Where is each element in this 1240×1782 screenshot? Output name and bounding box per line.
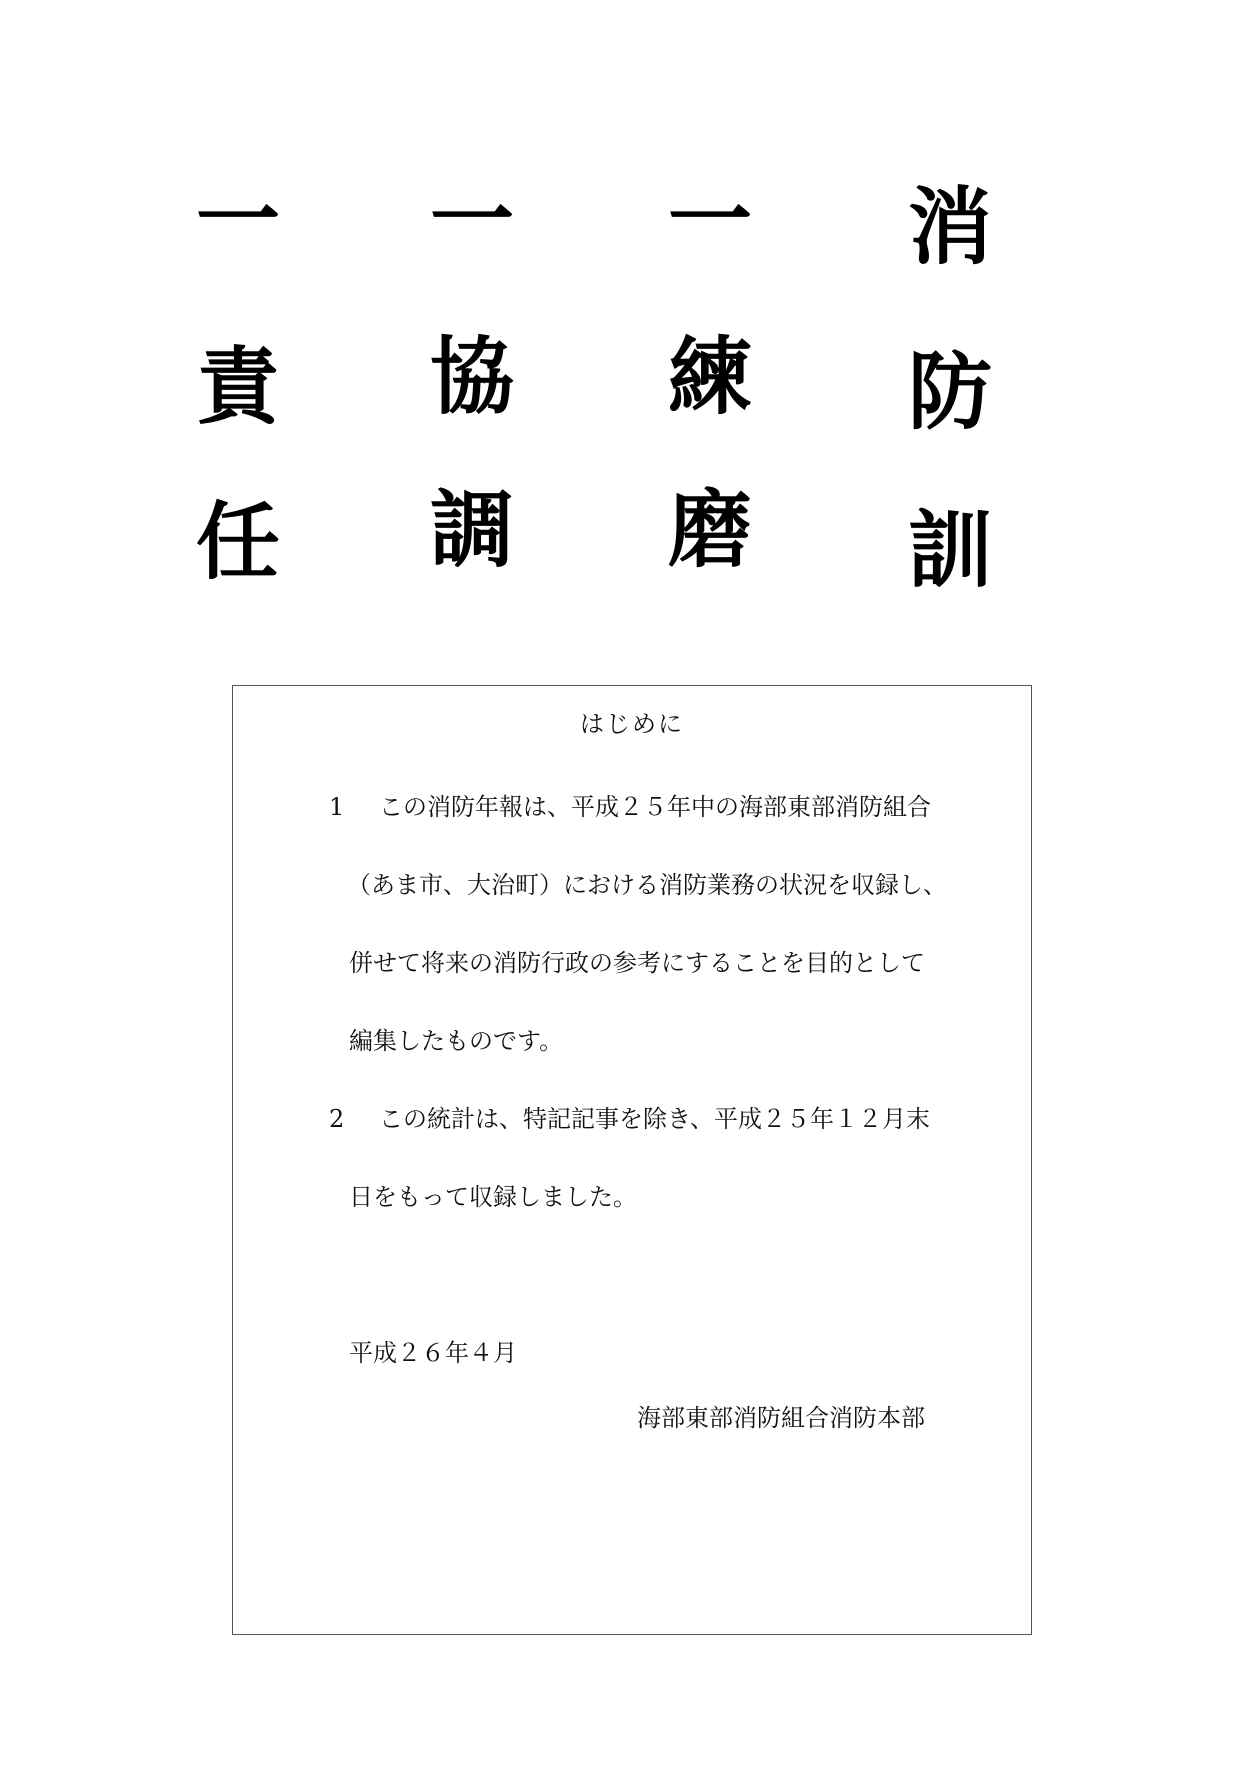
- motto-char: 防: [907, 343, 992, 441]
- foreword-box: [232, 685, 1032, 1635]
- motto-char: 一: [667, 171, 752, 269]
- foreword-line: この消防年報は、平成２５年中の海部東部消防組合: [379, 793, 931, 821]
- motto-char: 協: [429, 328, 514, 426]
- foreword-date: 平成２６年４月: [349, 1339, 517, 1367]
- motto-char: 消: [907, 178, 992, 276]
- foreword-line: 日をもって収録しました。: [349, 1183, 637, 1211]
- motto-char: 訓: [907, 501, 992, 599]
- foreword-line: 編集したものです。: [349, 1027, 564, 1055]
- foreword-line: （あま市、大治町）における消防業務の状況を収録し、: [347, 871, 947, 899]
- motto-char: 磨: [667, 481, 752, 579]
- foreword-line: この統計は、特記記事を除き、平成２５年１２月末: [379, 1105, 931, 1133]
- item-number: 2: [329, 1105, 345, 1133]
- motto-char: 調: [429, 481, 514, 579]
- motto-char: 一: [195, 171, 280, 269]
- motto-char: 一: [429, 171, 514, 269]
- motto-char: 責: [195, 338, 280, 436]
- item-number: 1: [329, 793, 345, 821]
- foreword-line: 併せて将来の消防行政の参考にすることを目的として: [349, 949, 925, 977]
- motto-char: 任: [195, 493, 280, 591]
- motto-char: 練: [667, 328, 752, 426]
- foreword-heading: はじめに: [580, 710, 684, 738]
- foreword-author: 海部東部消防組合消防本部: [637, 1404, 925, 1432]
